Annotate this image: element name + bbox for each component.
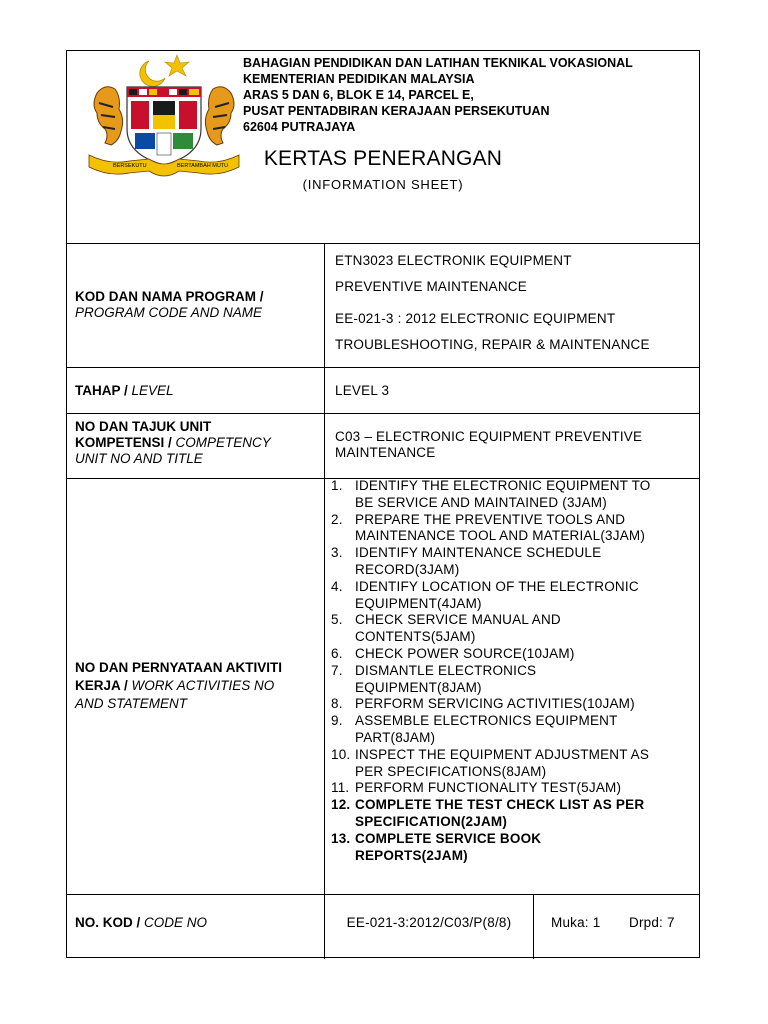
activity-text	[355, 545, 697, 579]
activity-text	[355, 612, 697, 646]
activity-line: CHECK SERVICE MANUAL AND	[355, 612, 561, 628]
activity-item	[331, 747, 697, 781]
level-value: LEVEL 3	[335, 383, 390, 398]
activity-number: 10.	[331, 746, 351, 762]
activity-line: DISMANTLE ELECTRONICS	[355, 662, 537, 678]
activity-item	[331, 713, 697, 747]
activity-item	[331, 646, 697, 663]
activity-text	[355, 713, 697, 747]
activity-line: INSPECT THE EQUIPMENT ADJUSTMENT AS	[355, 746, 650, 762]
program-line: ETN3023 ELECTRONIK EQUIPMENT	[335, 253, 572, 268]
activity-item	[331, 612, 697, 646]
code-label: NO. KOD / CODE NO	[75, 915, 208, 930]
organization-address	[243, 55, 633, 135]
activity-text	[355, 780, 697, 797]
activity-number: 4.	[331, 578, 343, 594]
activity-text	[355, 478, 697, 512]
activity-item	[331, 478, 697, 512]
activity-number: 3.	[331, 545, 343, 561]
activity-line: CHECK POWER SOURCE(10JAM)	[355, 645, 575, 661]
activity-number: 9.	[331, 713, 343, 729]
column-divider	[533, 894, 534, 959]
row-divider	[67, 413, 699, 414]
activity-line: PREPARE THE PREVENTIVE TOOLS AND	[355, 511, 626, 527]
activity-item	[331, 831, 697, 865]
activity-number: 12.	[331, 797, 351, 813]
activity-line: IDENTIFY THE ELECTRONIC EQUIPMENT TO	[355, 478, 651, 493]
activity-item	[331, 696, 697, 713]
org-line: 62604 PUTRAJAYA	[243, 120, 356, 134]
activity-number: 7.	[331, 662, 343, 678]
activity-item	[331, 663, 697, 697]
code-value: EE-021-3:2012/C03/P(8/8)	[346, 915, 512, 930]
activity-number: 11.	[331, 780, 350, 796]
activity-line: COMPLETE THE TEST CHECK LIST AS PER	[355, 797, 645, 813]
unit-label: NO DAN TAJUK UNIT KOMPETENSI / COMPETENCY UNIT NO AND TITLE	[75, 419, 271, 466]
program-value	[335, 253, 697, 353]
activity-item	[331, 545, 697, 579]
activity-line: PERFORM SERVICING ACTIVITIES(10JAM)	[355, 696, 635, 712]
program-line: PREVENTIVE MAINTENANCE	[335, 279, 527, 294]
org-line: ARAS 5 DAN 6, BLOK E 14, PARCEL E,	[243, 88, 474, 102]
activity-number: 1.	[331, 478, 343, 493]
document-subtitle: (INFORMATION SHEET)	[302, 177, 464, 192]
activity-text	[355, 512, 697, 546]
information-sheet	[66, 50, 700, 958]
org-line: PUSAT PENTADBIRAN KERAJAAN PERSEKUTUAN	[243, 104, 550, 118]
row-divider	[67, 243, 699, 244]
activity-text	[355, 579, 697, 613]
activity-line: PART(8JAM)	[355, 729, 436, 745]
activity-item	[331, 797, 697, 831]
activity-line: RECORD(3JAM)	[355, 561, 460, 577]
unit-line: C03 – ELECTRONIC EQUIPMENT PREVENTIVE	[335, 429, 643, 444]
unit-line: MAINTENANCE	[335, 445, 436, 460]
activity-text	[355, 747, 697, 781]
activity-line: BE SERVICE AND MAINTAINED (3JAM)	[355, 494, 607, 510]
activity-line: ASSEMBLE ELECTRONICS EQUIPMENT	[355, 713, 618, 729]
program-line: TROUBLESHOOTING, REPAIR & MAINTENANCE	[335, 337, 650, 352]
unit-value	[335, 429, 697, 461]
activity-text	[355, 831, 697, 865]
svg-text:BERTAMBAH MUTU: BERTAMBAH MUTU	[177, 163, 229, 169]
activity-text	[355, 696, 697, 713]
activity-item	[331, 780, 697, 797]
program-label: KOD DAN NAMA PROGRAM / PROGRAM CODE AND NAME	[75, 289, 264, 320]
svg-text:BERSEKUTU: BERSEKUTU	[113, 163, 147, 169]
tiger-left	[94, 87, 123, 145]
activity-text	[355, 663, 697, 697]
activity-line: PERFORM FUNCTIONALITY TEST(5JAM)	[355, 780, 622, 796]
activities-list-container	[331, 478, 697, 864]
activity-number: 5.	[331, 612, 343, 628]
document-title: KERTAS PENERANGAN	[263, 147, 503, 170]
program-line: EE-021-3 : 2012 ELECTRONIC EQUIPMENT	[335, 311, 616, 326]
activity-item	[331, 579, 697, 613]
activities-label: NO DAN PERNYATAAN AKTIVITI KERJA / WORK ACTIVITIES NO AND STATEMENT	[75, 660, 283, 711]
activity-text	[355, 646, 697, 663]
activity-number: 6.	[331, 645, 343, 661]
activity-line: REPORTS(2JAM)	[355, 847, 468, 863]
activity-line: MAINTENANCE TOOL AND MATERIAL(3JAM)	[355, 528, 646, 544]
activity-line: COMPLETE SERVICE BOOK	[355, 830, 542, 846]
activity-number: 13.	[331, 830, 351, 846]
activities-list	[331, 478, 697, 864]
activity-line: SPECIFICATION(2JAM)	[355, 813, 508, 829]
total-pages: Drpd: 7	[629, 915, 675, 930]
activity-line: IDENTIFY LOCATION OF THE ELECTRONIC	[355, 578, 639, 594]
column-divider	[324, 243, 325, 959]
activity-line: EQUIPMENT(8JAM)	[355, 679, 482, 695]
activity-line: PER SPECIFICATIONS(8JAM)	[355, 763, 547, 779]
tiger-right	[205, 87, 234, 145]
activity-line: CONTENTS(5JAM)	[355, 629, 476, 645]
level-label: TAHAP / LEVEL	[75, 383, 174, 398]
activity-number: 2.	[331, 511, 343, 527]
activity-line: IDENTIFY MAINTENANCE SCHEDULE	[355, 545, 602, 561]
activity-item	[331, 512, 697, 546]
activity-line: EQUIPMENT(4JAM)	[355, 595, 482, 611]
org-line: BAHAGIAN PENDIDIKAN DAN LATIHAN TEKNIKAL VOKASIONAL	[243, 56, 633, 70]
row-divider	[67, 894, 699, 895]
activity-text	[355, 797, 697, 831]
page-number: Muka: 1	[551, 915, 601, 930]
org-line: KEMENTERIAN PEDIDIKAN MALAYSIA	[243, 72, 475, 86]
row-divider	[67, 367, 699, 368]
activity-number: 8.	[331, 696, 343, 712]
